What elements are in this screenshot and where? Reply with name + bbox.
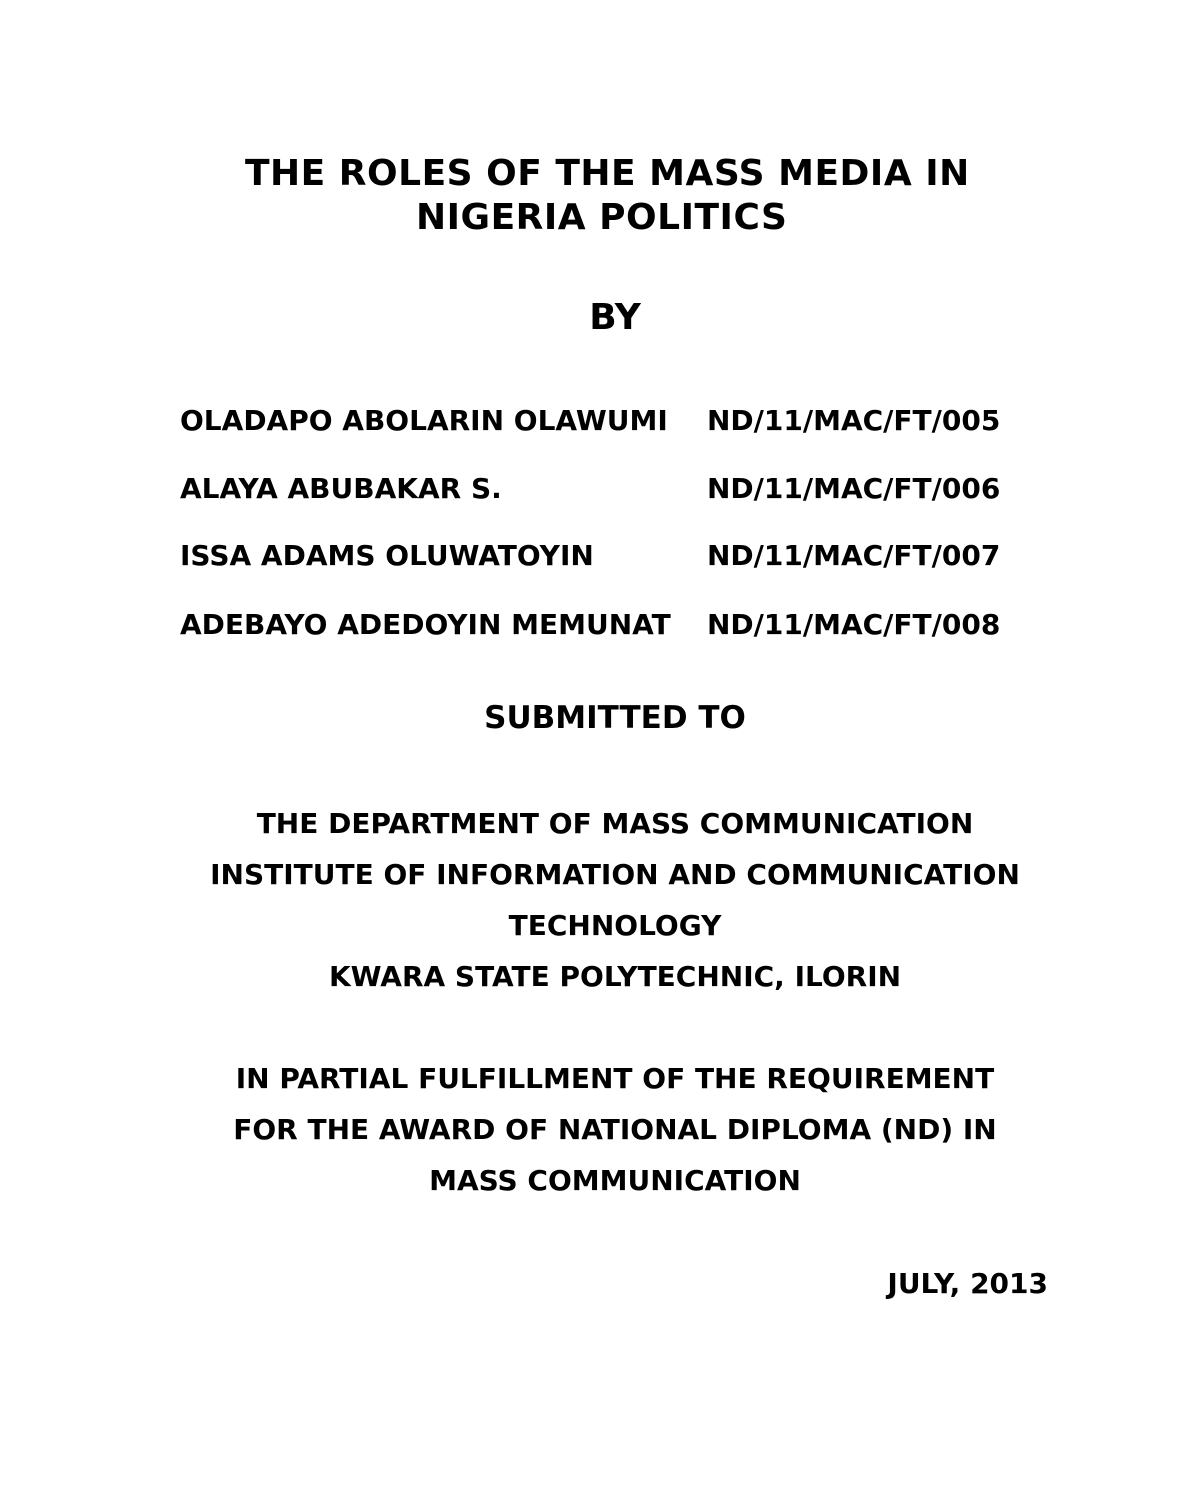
institution-line: TECHNOLOGY xyxy=(508,909,722,942)
author-matric-number: ND/11/MAC/FT/008 xyxy=(707,608,1001,641)
by-label: BY xyxy=(589,297,641,338)
purpose-line: FOR THE AWARD OF NATIONAL DIPLOMA (ND) IN xyxy=(233,1113,997,1146)
purpose-line: MASS COMMUNICATION xyxy=(429,1164,801,1197)
author-matric-number: ND/11/MAC/FT/005 xyxy=(707,404,1001,437)
author-name: OLADAPO ABOLARIN OLAWUMI xyxy=(180,404,668,437)
document-title-line-1: THE ROLES OF THE MASS MEDIA IN xyxy=(245,153,970,194)
author-name: ISSA ADAMS OLUWATOYIN xyxy=(180,539,594,572)
institution-line: INSTITUTE OF INFORMATION AND COMMUNICATION xyxy=(210,858,1020,891)
submitted-to-label: SUBMITTED TO xyxy=(484,700,746,736)
institution-line: KWARA STATE POLYTECHNIC, ILORIN xyxy=(328,960,902,993)
institution-line: THE DEPARTMENT OF MASS COMMUNICATION xyxy=(256,807,974,840)
author-name: ALAYA ABUBAKAR S. xyxy=(180,472,502,505)
purpose-line: IN PARTIAL FULFILLMENT OF THE REQUIREMENT xyxy=(235,1062,995,1095)
author-matric-number: ND/11/MAC/FT/006 xyxy=(707,472,1001,505)
document-title-line-2: NIGERIA POLITICS xyxy=(416,197,788,238)
author-matric-number: ND/11/MAC/FT/007 xyxy=(707,539,1001,572)
submission-date: JULY, 2013 xyxy=(887,1267,1048,1300)
author-name: ADEBAYO ADEDOYIN MEMUNAT xyxy=(180,608,671,641)
